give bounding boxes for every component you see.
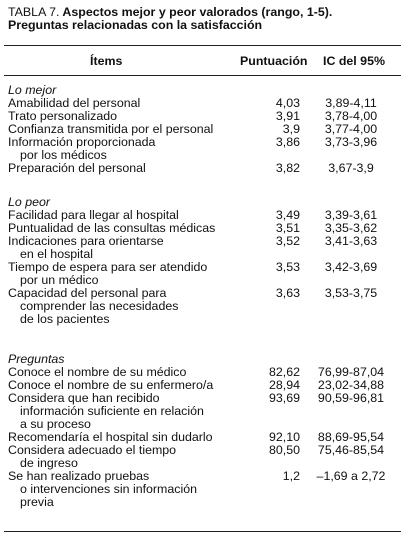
row-item <box>8 470 228 509</box>
row-score: 3,9 <box>282 122 300 136</box>
row-ic: 76,99-87,04 <box>317 365 385 379</box>
row-ic: 3,67-3,9 <box>328 161 374 175</box>
row-item-line: Tiempo de espera para ser atendido <box>8 260 208 274</box>
top-rule <box>4 45 401 46</box>
row-item <box>8 444 228 470</box>
table-title-text: Aspectos mejor y peor valorados (rango, 1-5). <box>59 5 333 19</box>
row-item-line: Conoce el nombre de su enfermero/a <box>8 378 214 392</box>
row-score: 3,63 <box>275 286 300 300</box>
row-item-line: Considera que han recibido <box>8 391 160 405</box>
row-item-line: Se han realizado pruebas <box>8 469 150 483</box>
row-score: 4,03 <box>275 96 300 110</box>
row-item-line: a su proceso <box>20 417 91 431</box>
header-rule <box>4 75 401 76</box>
row-item-line: Amabilidad del personal <box>8 96 141 110</box>
row-ic: 3,53-3,75 <box>324 286 378 300</box>
table-subtitle: Preguntas relacionadas con la satisfacción <box>8 18 263 32</box>
row-score: 3,82 <box>275 161 300 175</box>
row-score: 92,10 <box>268 430 300 444</box>
row-item-line: por los médicos <box>20 148 107 162</box>
row-item <box>8 287 228 326</box>
row-item-line: por un médico <box>20 273 99 287</box>
row-ic: 3,41-3,63 <box>324 234 378 248</box>
row-ic: 3,42-3,69 <box>324 260 378 274</box>
row-score: 3,49 <box>275 208 300 222</box>
row-score: 3,52 <box>275 234 300 248</box>
row-score: 93,69 <box>268 391 300 405</box>
row-score: 80,50 <box>268 443 300 457</box>
row-item-line: Conoce el nombre de su médico <box>8 365 187 379</box>
row-item-line: de los pacientes <box>20 312 110 326</box>
bottom-rule <box>4 531 401 532</box>
row-score: 28,94 <box>268 378 300 392</box>
row-score: 3,53 <box>275 260 300 274</box>
row-item-line: Capacidad del personal para <box>8 286 167 300</box>
section-label: Lo mejor <box>8 83 57 97</box>
column-header-items: Ítems <box>90 54 123 68</box>
row-item-line: Confianza transmitida por el personal <box>8 122 214 136</box>
row-score: 3,86 <box>275 135 300 149</box>
row-item <box>8 392 228 431</box>
row-item-line: Considera adecuado el tiempo <box>8 443 177 457</box>
row-score: 3,91 <box>275 109 300 123</box>
column-header-ic: IC del 95% <box>323 54 385 68</box>
row-item-line: información suficiente en relación <box>20 404 204 418</box>
table-number: TABLA 7. <box>8 5 60 19</box>
row-item-line: Trato personalizado <box>8 109 118 123</box>
row-item-line: previa <box>20 495 54 509</box>
row-item-line: Información proporcionada <box>8 135 156 149</box>
row-item <box>8 261 228 287</box>
row-ic: 3,77-4,00 <box>324 122 378 136</box>
row-item <box>8 235 228 261</box>
row-item-line: Facilidad para llegar al hospital <box>8 208 179 222</box>
row-ic: 88,69-95,54 <box>317 430 385 444</box>
row-item-line: Recomendaría el hospital sin dudarlo <box>8 430 213 444</box>
row-ic: 3,89-4,11 <box>325 96 377 110</box>
row-score: 82,62 <box>268 365 300 379</box>
row-item-line: Preparación del personal <box>8 161 146 175</box>
column-header-score: Puntuación <box>240 54 308 68</box>
row-score: 1,2 <box>282 469 300 483</box>
row-item-line: Puntualidad de las consultas médicas <box>8 221 216 235</box>
row-ic: 3,78-4,00 <box>324 109 378 123</box>
row-ic: 23,02-34,88 <box>317 378 385 392</box>
row-ic: 75,46-85,54 <box>317 443 385 457</box>
section-label: Lo peor <box>8 195 51 209</box>
row-item-line: de ingreso <box>20 456 78 470</box>
row-item <box>8 162 228 175</box>
row-ic: 3,73-3,96 <box>324 135 378 149</box>
table-title <box>8 6 332 32</box>
row-ic: –1,69 a 2,72 <box>316 469 386 483</box>
row-item-line: en el hospital <box>20 247 94 261</box>
section-label: Preguntas <box>8 352 65 366</box>
row-score: 3,51 <box>275 221 300 235</box>
row-item-line: o intervenciones sin información <box>20 482 198 496</box>
row-item <box>8 136 228 162</box>
row-item-line: comprender las necesidades <box>20 299 179 313</box>
row-ic: 3,35-3,62 <box>324 221 378 235</box>
row-item-line: Indicaciones para orientarse <box>8 234 164 248</box>
row-ic: 90,59-96,81 <box>317 391 385 405</box>
row-ic: 3,39-3,61 <box>324 208 378 222</box>
